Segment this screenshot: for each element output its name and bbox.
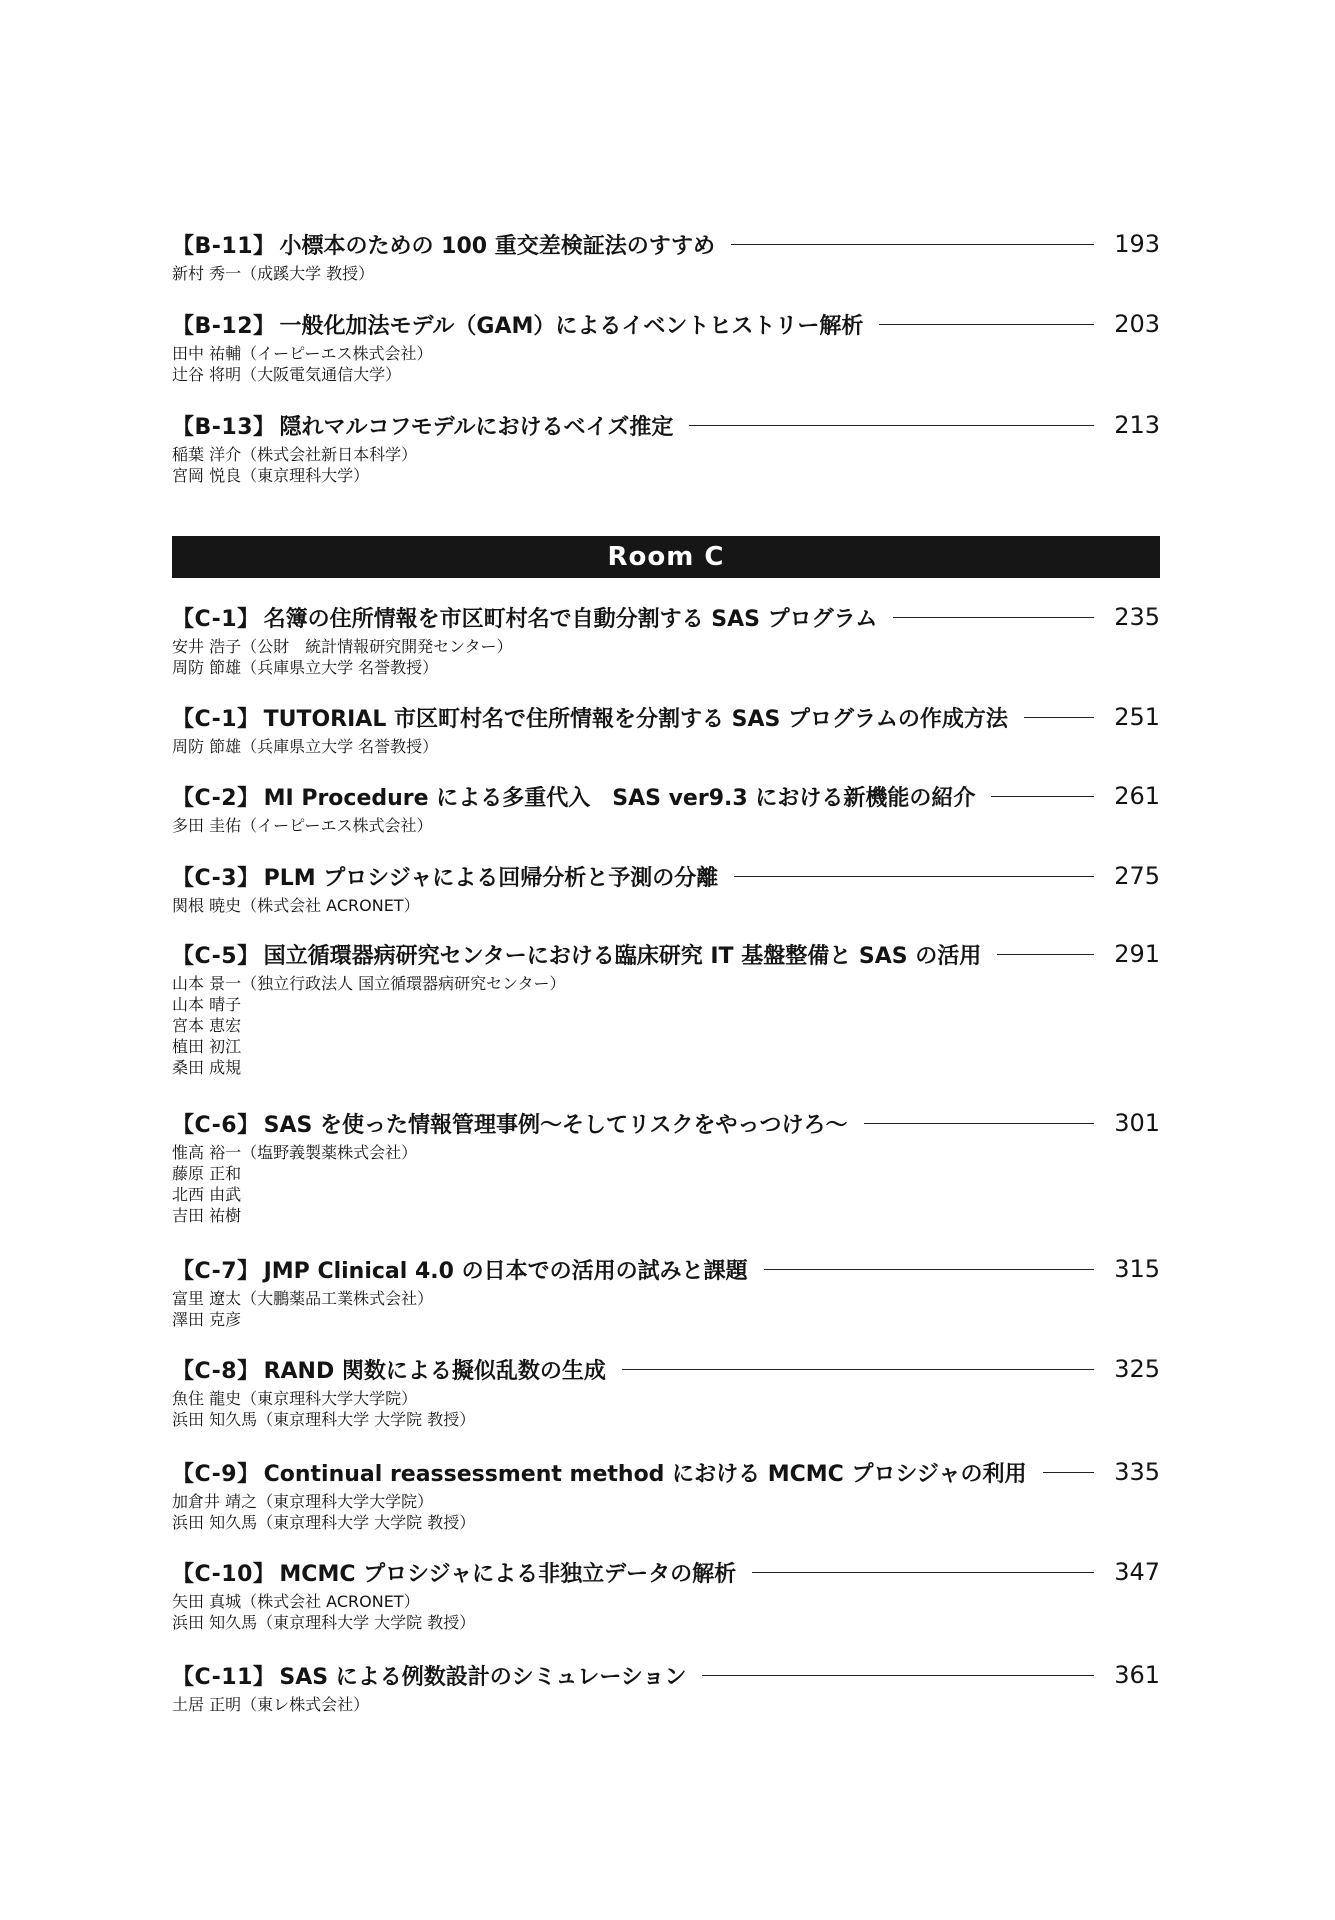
entry-code: 【B-11】 [172,233,276,259]
toc-entry [172,779,1160,836]
author-line: 加倉井 靖之（東京理科大学大学院） [172,1492,434,1511]
author-line: 周防 節雄（兵庫県立大学 名誉教授） [172,737,439,756]
toc-entry [172,408,1160,486]
author-line: 稲葉 洋介（株式会社新日本科学） [172,445,418,464]
author-line: 浜田 知久馬（東京理科大学 大学院 教授） [172,1613,476,1632]
leader-line [1043,1472,1095,1473]
author-line: 惟高 裕一（塩野義製薬株式会社） [172,1143,418,1162]
entry-title: 国立循環器病研究センターにおける臨床研究 IT 基盤整備と SAS の活用 [263,943,982,969]
entry-page-number: 275 [1114,862,1160,890]
author-line: 植田 初江 [172,1037,242,1056]
author-line: 浜田 知久馬（東京理科大学 大学院 教授） [172,1410,476,1429]
author-line: 辻谷 将明（大阪電気通信大学） [172,365,402,384]
entry-page-number: 203 [1114,310,1160,338]
entry-page-number: 301 [1114,1109,1160,1137]
toc-entry [172,1252,1160,1330]
entry-authors [172,1142,1160,1226]
author-line: 藤原 正和 [172,1164,242,1183]
toc-entry [172,307,1160,385]
entry-code: 【B-12】 [172,313,276,339]
entry-page-number: 315 [1114,1255,1160,1283]
entry-page-number: 291 [1114,940,1160,968]
entry-page-number: 193 [1114,230,1160,258]
entry-title: SAS を使った情報管理事例～そしてリスクをやっつけろ～ [263,1112,848,1138]
toc-page [172,0,1160,1920]
toc-entry [172,227,1160,284]
leader-line [1024,717,1094,718]
entry-authors [172,973,1160,1078]
toc-entry-heading [172,859,1160,893]
author-line: 関根 暁史（株式会社 ACRONET） [172,896,420,915]
entry-page-number: 213 [1114,411,1160,439]
toc-entry-heading [172,408,1160,442]
entry-authors [172,1388,1160,1430]
leader-line [893,617,1094,618]
entry-code: 【C-1】 [172,706,260,732]
entry-authors [172,444,1160,486]
entry-title: 隠れマルコフモデルにおけるベイズ推定 [279,414,674,440]
leader-line [689,425,1094,426]
leader-line [991,796,1094,797]
entry-authors [172,1491,1160,1533]
author-line: 田中 祐輔（イーピーエス株式会社） [172,344,433,363]
toc-entry-heading [172,700,1160,734]
entry-authors [172,263,1160,284]
author-line: 吉田 祐樹 [172,1206,242,1225]
toc-entry-heading [172,1352,1160,1386]
entry-authors [172,636,1160,678]
author-line: 山本 晴子 [172,995,242,1014]
author-line: 山本 景一（独立行政法人 国立循環器病研究センター） [172,974,566,993]
toc-entry [172,600,1160,678]
toc-entry [172,937,1160,1078]
toc-entry-heading [172,1455,1160,1489]
toc-entry-heading [172,1658,1160,1692]
leader-line [702,1675,1094,1676]
entry-title: 名簿の住所情報を市区町村名で自動分割する SAS プログラム [263,606,878,632]
entry-code: 【C-9】 [172,1461,260,1487]
entry-authors [172,343,1160,385]
leader-line [734,876,1094,877]
entry-title: 小標本のための 100 重交差検証法のすすめ [279,233,715,259]
entry-title: PLM プロシジャによる回帰分析と予測の分離 [263,865,719,891]
leader-line [864,1123,1094,1124]
section-header-room-c: Room C [172,536,1160,578]
author-line: 桑田 成規 [172,1058,242,1077]
toc-entry [172,1658,1160,1715]
entry-code: 【C-5】 [172,943,260,969]
entry-page-number: 335 [1114,1458,1160,1486]
toc-entry-heading [172,779,1160,813]
entry-title: TUTORIAL 市区町村名で住所情報を分割する SAS プログラムの作成方法 [263,706,1008,732]
leader-line [752,1572,1094,1573]
author-line: 澤田 克彦 [172,1310,242,1329]
toc-entry-heading [172,1555,1160,1589]
entry-title: MI Procedure による多重代入 SAS ver9.3 における新機能の紹介 [263,785,976,811]
entry-page-number: 261 [1114,782,1160,810]
entry-authors [172,815,1160,836]
toc-entry-heading [172,600,1160,634]
author-line: 多田 圭佑（イーピーエス株式会社） [172,816,433,835]
entry-authors [172,736,1160,757]
author-line: 宮本 恵宏 [172,1016,242,1035]
author-line: 北西 由武 [172,1185,242,1204]
entry-page-number: 251 [1114,703,1160,731]
leader-line [764,1269,1094,1270]
entry-title: 一般化加法モデル（GAM）によるイベントヒストリー解析 [279,313,864,339]
entry-title: SAS による例数設計のシミュレーション [279,1664,687,1690]
author-line: 富里 遼太（大鵬薬品工業株式会社） [172,1289,434,1308]
entry-title: Continual reassessment method における MCMC プロシジャの利用 [263,1461,1027,1487]
entry-code: 【C-10】 [172,1561,276,1587]
entry-code: 【B-13】 [172,414,276,440]
toc-entry-heading [172,1252,1160,1286]
entry-title: MCMC プロシジャによる非独立データの解析 [279,1561,737,1587]
toc-entry [172,1352,1160,1430]
author-line: 浜田 知久馬（東京理科大学 大学院 教授） [172,1513,476,1532]
entry-code: 【C-8】 [172,1358,260,1384]
author-line: 新村 秀一（成蹊大学 教授） [172,264,375,283]
author-line: 矢田 真城（株式会社 ACRONET） [172,1592,420,1611]
toc-entry [172,859,1160,916]
toc-entry-heading [172,227,1160,261]
author-line: 周防 節雄（兵庫県立大学 名誉教授） [172,658,439,677]
entry-code: 【C-11】 [172,1664,276,1690]
author-line: 宮岡 悦良（東京理科大学） [172,466,370,485]
entry-code: 【C-7】 [172,1258,260,1284]
entry-code: 【C-3】 [172,865,260,891]
entry-title: RAND 関数による擬似乱数の生成 [263,1358,606,1384]
author-line: 安井 浩子（公財 統計情報研究開発センター） [172,637,513,656]
entry-page-number: 235 [1114,603,1160,631]
author-line: 魚住 龍史（東京理科大学大学院） [172,1389,418,1408]
entry-authors [172,1591,1160,1633]
toc-entry [172,1106,1160,1226]
entry-authors [172,1288,1160,1330]
entry-title: JMP Clinical 4.0 の日本での活用の試みと課題 [263,1258,748,1284]
toc-entry [172,1555,1160,1633]
toc-entry-heading [172,1106,1160,1140]
entry-page-number: 361 [1114,1661,1160,1689]
entry-authors [172,1694,1160,1715]
toc-entry [172,1455,1160,1533]
entry-authors [172,895,1160,916]
toc-entry-heading [172,307,1160,341]
entry-code: 【C-6】 [172,1112,260,1138]
entry-page-number: 325 [1114,1355,1160,1383]
toc-entry [172,700,1160,757]
leader-line [731,244,1094,245]
toc-entry-heading [172,937,1160,971]
entry-code: 【C-2】 [172,785,260,811]
leader-line [997,954,1094,955]
entry-page-number: 347 [1114,1558,1160,1586]
entry-code: 【C-1】 [172,606,260,632]
leader-line [879,324,1094,325]
author-line: 土居 正明（東レ株式会社） [172,1695,370,1714]
leader-line [622,1369,1094,1370]
